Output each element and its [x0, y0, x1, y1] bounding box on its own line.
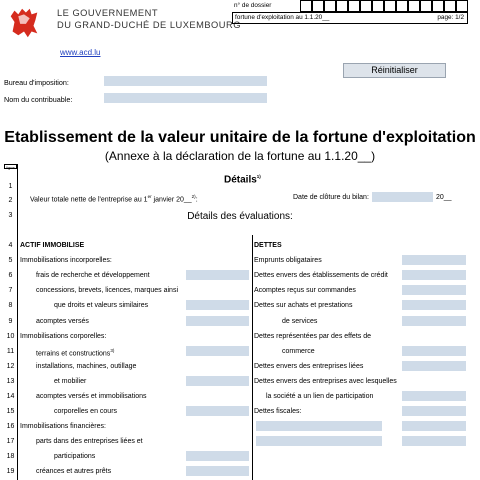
- page-subtitle: (Annexe à la déclaration de la fortune au 1.1.20__): [104, 149, 376, 163]
- actif-label: participations: [54, 453, 96, 460]
- dettes-label: Dettes envers des établissements de crédit: [254, 272, 388, 279]
- valeur-totale-label: Valeur totale nette de l'entreprise au 1er janvier 20__$^{2)}$:: [30, 194, 198, 204]
- dettes-label: de services: [282, 318, 318, 325]
- dettes-fiscales-input[interactable]: [256, 421, 382, 431]
- dettes-label: la société a un lien de participation: [266, 393, 374, 400]
- dettes-input[interactable]: [402, 300, 466, 310]
- actif-label: créances et autres prêts: [36, 468, 112, 475]
- actif-label: terrains et constructions$^{3)}$: [36, 348, 115, 358]
- dossier-label: n° de dossier: [234, 2, 272, 9]
- line-number: 3: [8, 212, 13, 219]
- actif-input[interactable]: [186, 466, 249, 476]
- dettes-label: DETTES: [254, 242, 282, 249]
- dossier-digit-cell[interactable]: [324, 0, 336, 12]
- actif-label: Immobilisations financières:: [20, 423, 106, 430]
- actif-label: ACTIF IMMOBILISE: [20, 242, 85, 249]
- dettes-input[interactable]: [402, 316, 466, 326]
- dossier-digit-cell[interactable]: [372, 0, 384, 12]
- dettes-input[interactable]: [402, 346, 466, 356]
- dossier-box: [232, 0, 468, 25]
- line-number: 14: [6, 393, 15, 400]
- government-title-line2: DU GRAND-DUCHÉ DE LUXEMBOURG: [57, 20, 241, 30]
- dettes-label: Dettes fiscales:: [254, 408, 302, 415]
- fortune-date-label: fortune d'exploitation au 1.1.20__: [235, 14, 330, 21]
- dettes-input[interactable]: [402, 270, 466, 280]
- column-divider: [252, 235, 253, 480]
- actif-input[interactable]: [186, 300, 249, 310]
- luxembourg-lion-logo: [5, 3, 43, 41]
- line-number: 10: [6, 333, 15, 340]
- dettes-input[interactable]: [402, 406, 466, 416]
- ligne-header: ligne: [4, 164, 17, 169]
- dossier-digit-cell[interactable]: [312, 0, 324, 12]
- line-number: 15: [6, 408, 15, 415]
- actif-label: Immobilisations incorporelles:: [20, 257, 112, 264]
- line-number: 8: [8, 302, 13, 309]
- actif-label: Immobilisations corporelles:: [20, 333, 107, 340]
- dettes-input[interactable]: [402, 391, 466, 401]
- date-cloture-label: Date de clôture du bilan:: [293, 194, 369, 201]
- line-number: 12: [6, 363, 15, 370]
- line-number: 9: [8, 318, 13, 325]
- year-suffix: 20__: [436, 194, 452, 201]
- line-number: 11: [6, 348, 15, 355]
- actif-label: acomptes versés: [36, 318, 89, 325]
- actif-label: acomptes versés et immobilisations: [36, 393, 147, 400]
- actif-input[interactable]: [186, 376, 249, 386]
- dossier-digit-cell[interactable]: [396, 0, 408, 12]
- date-cloture-input[interactable]: [372, 192, 433, 202]
- dossier-digit-cell[interactable]: [348, 0, 360, 12]
- line-number: 19: [6, 468, 15, 475]
- dettes-input[interactable]: [402, 285, 466, 295]
- government-title-line1: LE GOUVERNEMENT: [57, 8, 158, 18]
- dettes-input[interactable]: [402, 255, 466, 265]
- dossier-digit-cell[interactable]: [300, 0, 312, 12]
- actif-label: concessions, brevets, licences, marques ainsi: [36, 287, 179, 294]
- bureau-input[interactable]: [104, 76, 267, 86]
- dettes-label: Dettes envers des entreprises liées: [254, 363, 364, 370]
- line-number: 17: [6, 438, 15, 445]
- actif-label: frais de recherche et développement: [36, 272, 150, 279]
- dossier-digit-cell[interactable]: [432, 0, 444, 12]
- acd-website-link[interactable]: www.acd.lu: [60, 48, 101, 57]
- actif-label: parts dans des entreprises liées et: [36, 438, 143, 445]
- evaluations-heading: Détails des évaluations:: [187, 211, 293, 222]
- contribuable-label: Nom du contribuable:: [4, 95, 73, 104]
- actif-label: corporelles en cours: [54, 408, 118, 415]
- dossier-digit-cell[interactable]: [384, 0, 396, 12]
- line-number: 7: [8, 287, 13, 294]
- line-number: 1: [8, 183, 13, 190]
- actif-input[interactable]: [186, 406, 249, 416]
- actif-label: installations, machines, outillage: [36, 363, 137, 370]
- dettes-label: commerce: [282, 348, 315, 355]
- actif-label: et mobilier: [54, 378, 87, 385]
- dossier-digit-cell[interactable]: [336, 0, 348, 12]
- line-number: 2: [8, 197, 13, 204]
- line-number: 5: [8, 257, 13, 264]
- contribuable-input[interactable]: [104, 93, 267, 103]
- dettes-input[interactable]: [402, 361, 466, 371]
- reset-button[interactable]: Réinitialiser: [343, 63, 446, 78]
- dettes-label: Dettes représentées par des effets de: [254, 333, 371, 340]
- bureau-label: Bureau d'imposition:: [4, 78, 69, 87]
- actif-input[interactable]: [186, 346, 249, 356]
- dettes-label: Emprunts obligataires: [254, 257, 322, 264]
- dossier-digit-cell[interactable]: [456, 0, 468, 12]
- dossier-digit-cell[interactable]: [408, 0, 420, 12]
- actif-input[interactable]: [186, 270, 249, 280]
- dettes-label: Dettes sur achats et prestations: [254, 302, 353, 309]
- dossier-digit-cell[interactable]: [360, 0, 372, 12]
- line-number: 4: [8, 242, 13, 249]
- dossier-digit-cell[interactable]: [420, 0, 432, 12]
- line-number: 16: [6, 423, 15, 430]
- dettes-input[interactable]: [402, 421, 466, 431]
- details-heading: Détails$^{1)}$: [224, 174, 261, 186]
- line-number: 6: [8, 272, 13, 279]
- dossier-digit-cell[interactable]: [444, 0, 456, 12]
- actif-input[interactable]: [186, 451, 249, 461]
- page-indicator: page: 1/2: [437, 14, 464, 21]
- dettes-label: Acomptes reçus sur commandes: [254, 287, 356, 294]
- line-number: 13: [6, 378, 15, 385]
- dettes-fiscales-input[interactable]: [256, 436, 382, 446]
- line-number: 18: [6, 453, 15, 460]
- dettes-label: Dettes envers des entreprises avec lesquelles: [254, 378, 397, 385]
- actif-input[interactable]: [186, 316, 249, 326]
- dettes-input[interactable]: [402, 436, 466, 446]
- page-title: Etablissement de la valeur unitaire de la fortune d'exploitation: [4, 129, 476, 146]
- actif-label: que droits et valeurs similaires: [54, 302, 149, 309]
